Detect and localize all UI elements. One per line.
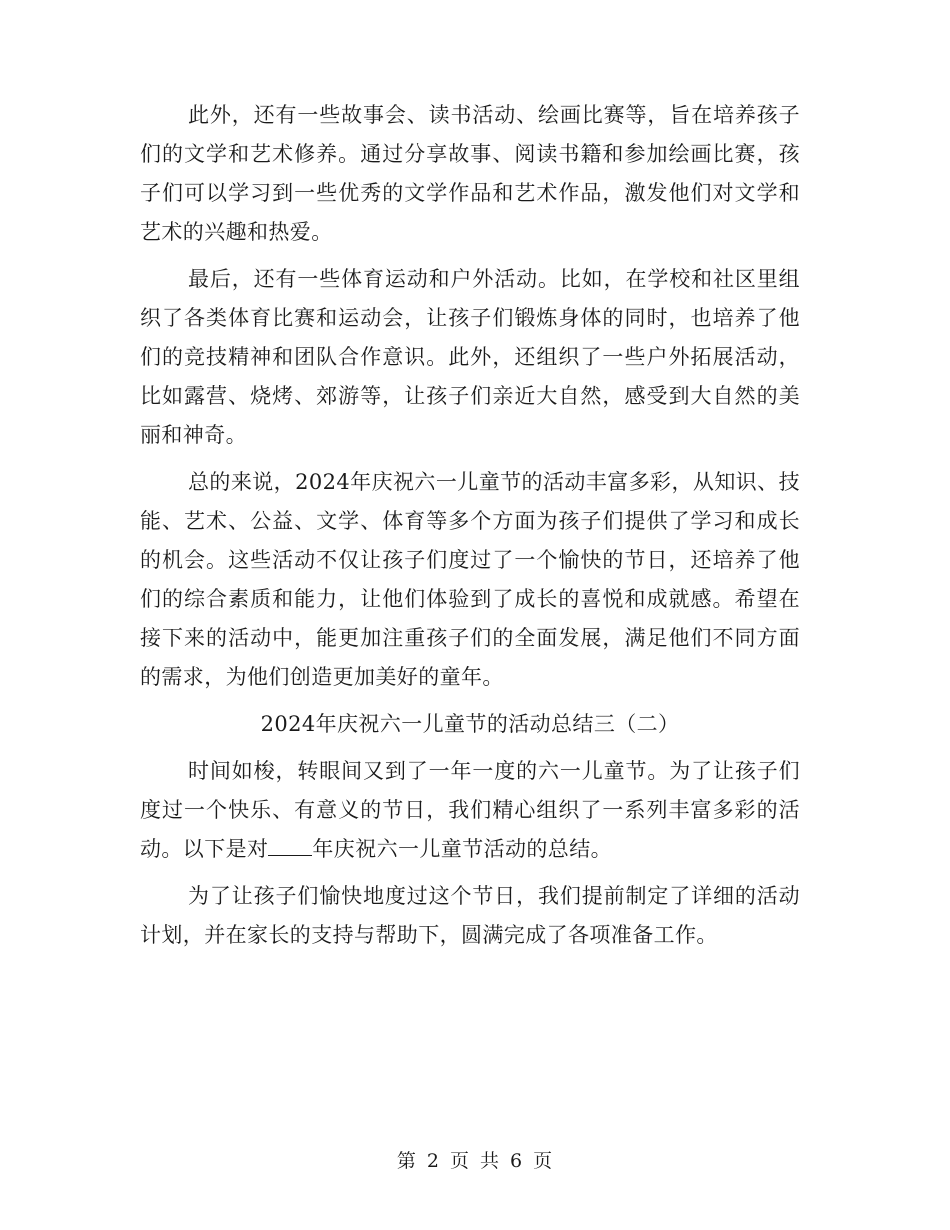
paragraph-preparation: 为了让孩子们愉快地度过这个节日，我们提前制定了详细的活动计划，并在家长的支持与帮助下，圆满完成了各项准备工作。	[140, 884, 800, 947]
footer-prefix: 第	[396, 1150, 417, 1172]
paragraph-summary: 总的来说，2024年庆祝六一儿童节的活动丰富多彩，从知识、技能、艺术、公益、文学、体育等多个方面为孩子们提供了学习和成长的机会。这些活动不仅让孩子们度过了一个愉快的节日，还培养了他们的综合素质和能力，让他们体验到了成长的喜悦和成就感。希望在接下来的活动中，能更加注重孩子们的全面发展，满足他们不同方面的需求，为他们创造更加美好的童年。	[140, 470, 800, 689]
footer-current-page: 2	[426, 1150, 440, 1172]
footer-page-word: 页	[449, 1150, 470, 1172]
footer-suffix: 页	[533, 1150, 554, 1172]
document-body	[140, 96, 800, 963]
paragraph-section-intro	[140, 752, 800, 869]
footer-total-word: 共	[480, 1150, 501, 1172]
section-heading: 2024年庆祝六一儿童节的活动总结三（二）	[260, 712, 680, 736]
intro-text: 时间如梭，转眼间又到了一年一度的六一儿童节。为了让孩子们度过一个快乐、有意义的节日，我们精心组织了一系列丰富多彩的活动。以下是对	[140, 759, 800, 861]
intro-text-tail: 年庆祝六一儿童节活动的总结。	[312, 837, 613, 861]
paragraph-activities-sports: 最后，还有一些体育运动和户外活动。比如，在学校和社区里组织了各类体育比赛和运动会，让孩子们锻炼身体的同时，也培养了他们的竞技精神和团队合作意识。此外，还组织了一些户外拓展活动，比如露营、烧烤、郊游等，让孩子们亲近大自然，感受到大自然的美丽和神奇。	[140, 267, 800, 447]
footer-total-pages: 6	[510, 1150, 524, 1172]
blank-underline	[268, 837, 312, 856]
page-footer	[0, 1146, 950, 1173]
paragraph-activities-arts: 此外，还有一些故事会、读书活动、绘画比赛等，旨在培养孩子们的文学和艺术修养。通过分享故事、阅读书籍和参加绘画比赛，孩子们可以学习到一些优秀的文学作品和艺术作品，激发他们对文学和艺术的兴趣和热爱。	[140, 103, 800, 244]
